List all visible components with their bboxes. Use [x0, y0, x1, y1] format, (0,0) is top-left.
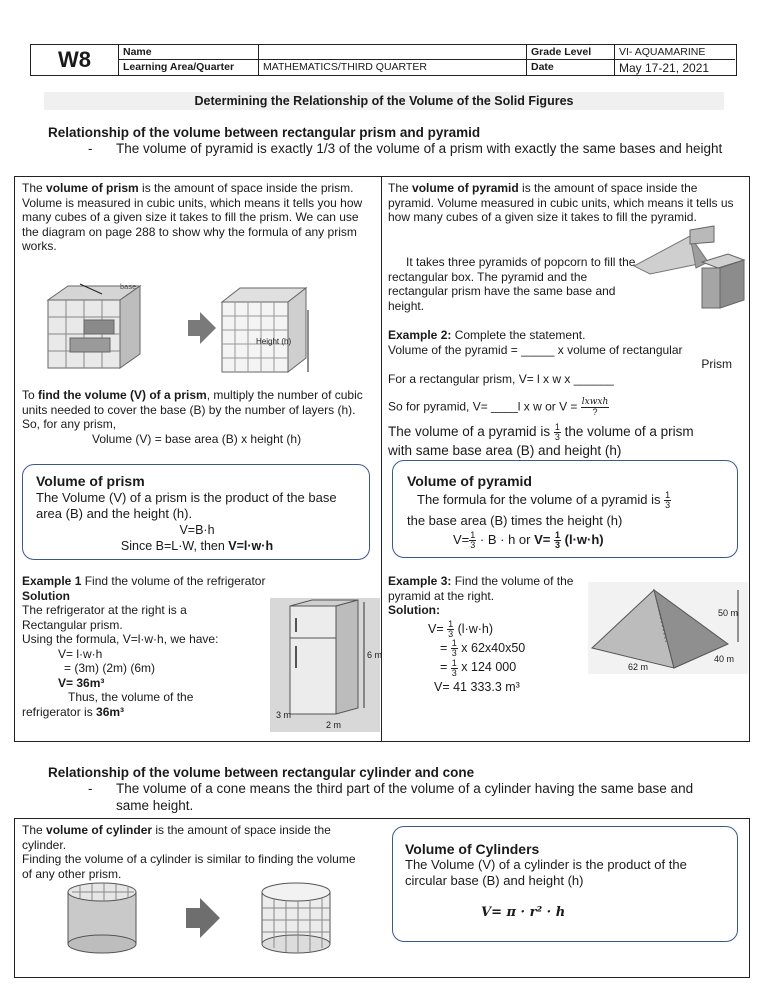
pyramid-base-width: 62 m [628, 662, 649, 672]
section2-bullet-text: The volume of a cone means the third part of the volume of a cylinder having the same base and same height. [116, 781, 694, 813]
prism-layers-diagram [40, 280, 340, 383]
name-field[interactable] [259, 45, 527, 60]
prism-intro: The volume of prism is the amount of space inside the prism. Volume is measured in cubic units, which means it tells you how many cubes of a given size it takes to fill the prism. We can use the diagram on page 288 to show why the formula of any prism works. [22, 181, 363, 253]
fridge-height: 6 m [367, 650, 383, 660]
prism-card-formula2: Since B=L·W, then V=l·w·h [120, 539, 274, 553]
prism-card-text: The Volume (V) of a prism is the product of the base area (B) and the height (h). [36, 490, 337, 521]
cylinder-card-formula: V= π · r² · h [481, 905, 566, 920]
section1-bullet [88, 140, 728, 157]
example1: Example 1 Find the volume of the refrigerator Solution The refrigerator at the right is a Rectangular prism. Using the formula, V=l·w·h, we have: V= l·w·h = (3m) (2m) (6m) V= 36m³ Thus, the volume of the refrigerator is 36m³ [22, 574, 266, 719]
dash: - [88, 781, 93, 796]
popcorn-pyramid-image [632, 222, 750, 317]
example2-fraction-line: So for pyramid, V= ____l x w or V = $\frac{\text{lxwxh}}{?}$ [388, 397, 609, 417]
example2: Example 2: Complete the statement. Volume of the pyramid = _____ x volume of rectangular Prism For a rectangular prism, V= l x w x ______ [388, 328, 732, 386]
prism-card-title: Volume of prism [36, 473, 145, 489]
header-table [30, 44, 737, 76]
section2-bullet [88, 780, 728, 814]
cylinder-intro: The volume of cylinder is the amount of space inside the cylinder. Finding the volume of a cylinder is similar to finding the volume of any other prism. [22, 823, 356, 881]
pyramid-card-line1: The formula for the volume of a pyramid is $\frac{1}{3}$ [417, 490, 671, 510]
pyramid-card-title: Volume of pyramid [407, 473, 532, 489]
base-label: base [120, 282, 137, 291]
section1-bullet-text: The volume of pyramid is exactly 1/3 of the volume of a prism with exactly the same bases and height [116, 141, 723, 156]
pyramid-base-depth: 40 m [714, 654, 735, 664]
prism-find-text: To find the volume (V) of a prism, multiply the number of cubic units needed to cover the base (B) by the number of layers (h). So, for any prism, Volume (V) = base area (B) x height (h) [22, 388, 363, 446]
page-title: Determining the Relationship of the Volume of the Solid Figures [44, 92, 724, 110]
cylinder-diagram [62, 880, 342, 963]
section1-title: Relationship of the volume between rectangular prism and pyramid [48, 125, 481, 140]
grade-value: VI- AQUAMARINE [615, 45, 735, 60]
week-code: W8 [31, 45, 119, 75]
section2-title: Relationship of the volume between rectangular cylinder and cone [48, 765, 475, 780]
pyramid-formula-card [392, 460, 738, 558]
pyramid-intro: The volume of pyramid is the amount of space inside the pyramid. Volume measured in cubic units, which means it tells us how many cubes of a given size it takes to fill the pyramid. [388, 181, 734, 224]
example3: Example 3: Find the volume of the pyramid at the right. Solution: [388, 574, 574, 617]
pyramid-card-line2: the base area (B) times the height (h) [407, 513, 623, 528]
pyramid-height: 50 m [718, 608, 739, 618]
example3-steps: V= $\frac{1}{3}$ (l·w·h) = $\frac{1}{3}$ x 62x40x50 = $\frac{1}{3}$ x 124 000 V= 41 333.3 m³ [428, 619, 526, 694]
cylinder-formula-card [392, 826, 738, 942]
area-value: MATHEMATICS/THIRD QUARTER [259, 60, 527, 75]
prism-card-formula1: V=B·h [179, 523, 215, 537]
fridge-depth: 3 m [276, 710, 292, 720]
popcorn-text: It takes three pyramids of popcorn to fill the rectangular box. The pyramid and the rectangular prism have the same base and height. [388, 255, 636, 313]
date-label: Date [527, 60, 615, 75]
date-value: May 17-21, 2021 [619, 61, 710, 75]
cylinder-card-text: The Volume (V) of a cylinder is the product of the circular base (B) and height (h) [405, 857, 687, 888]
prism-formula-card [22, 464, 370, 560]
pyramid-card-line3: V= $\frac{1}{3}$ · B · h or V= $\frac{1}{3}$ (l·w·h) [453, 530, 604, 550]
grade-label: Grade Level [527, 45, 615, 60]
cylinder-card-title: Volume of Cylinders [405, 841, 540, 857]
height-label: Height (h) [256, 337, 292, 346]
dash: - [88, 141, 93, 156]
area-label: Learning Area/Quarter [119, 60, 259, 75]
name-label: Name [119, 45, 259, 60]
example2-conclusion: The volume of a pyramid is $\frac{1}{3}$ the volume of a prism with same base area (B) and height (h) [388, 422, 694, 458]
fridge-width: 2 m [326, 720, 342, 730]
